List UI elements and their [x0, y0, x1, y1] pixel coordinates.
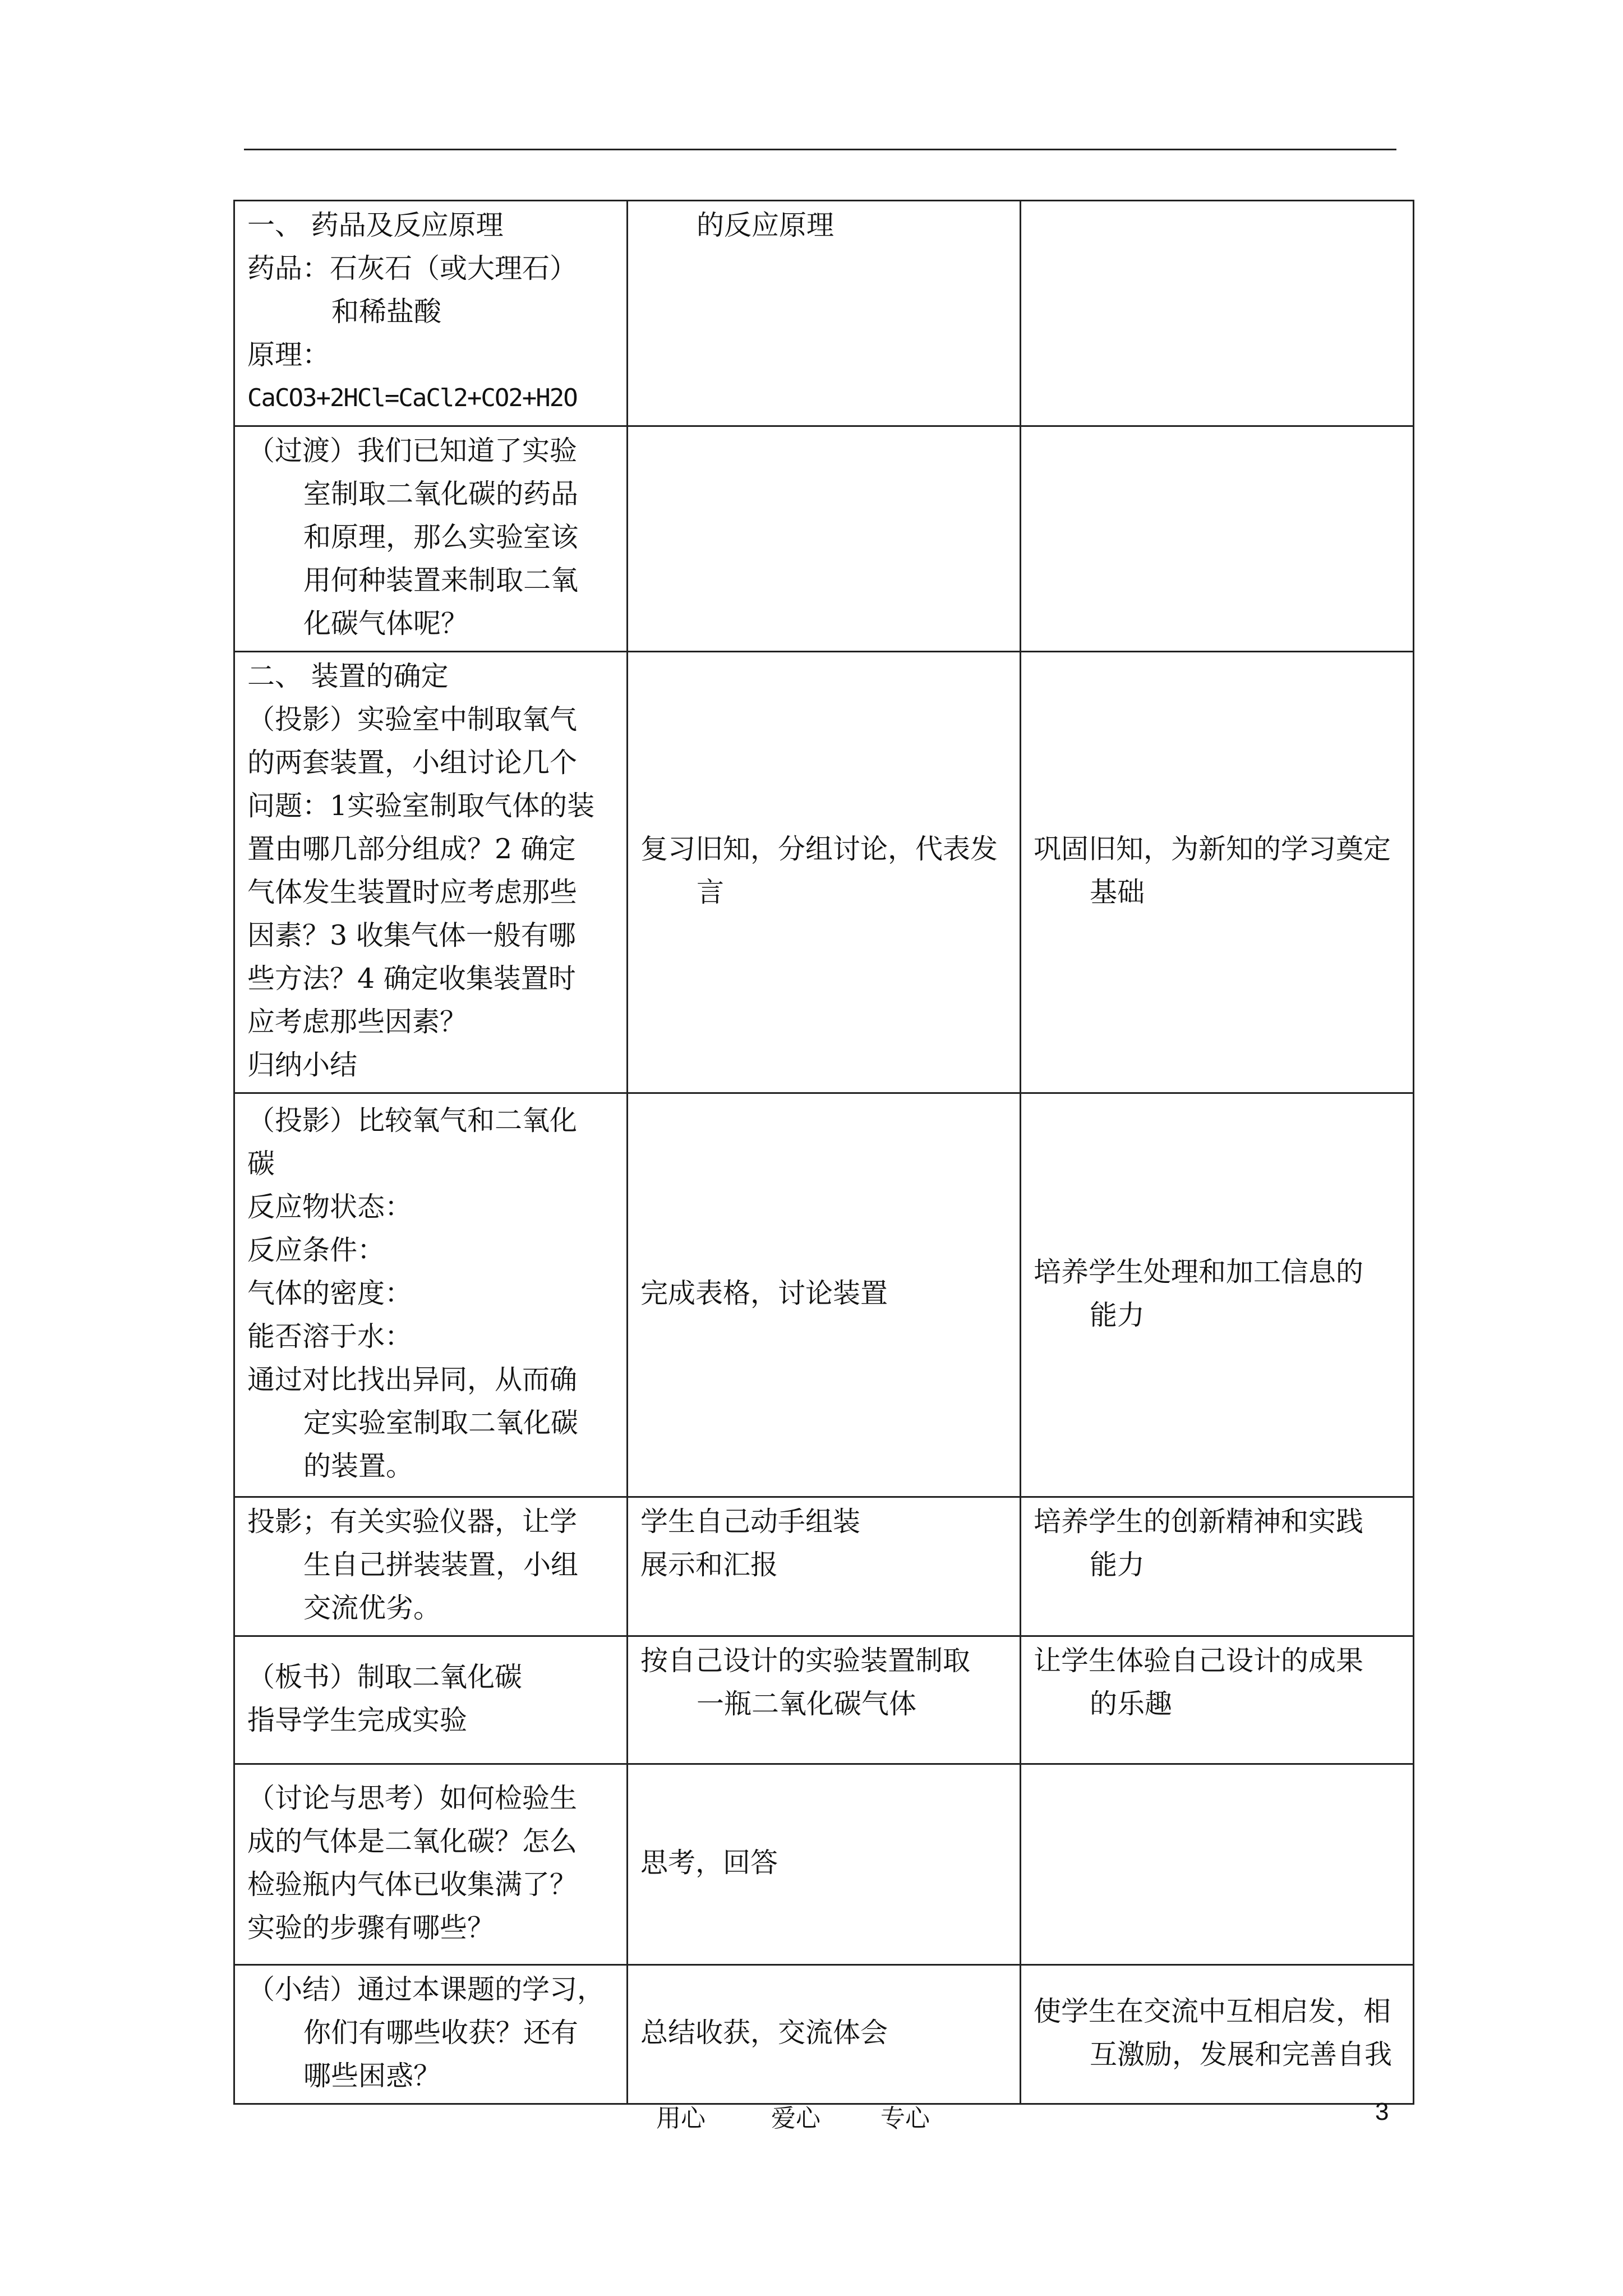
cell-line: 和稀盐酸 — [331, 296, 442, 328]
cell-line: 反应物状态： — [247, 1191, 413, 1223]
cell-line: 化碳气体呢？ — [303, 608, 469, 639]
cell-line: 按自己设计的实验装置制取 — [640, 1645, 971, 1677]
cell-line: 反应条件： — [247, 1234, 385, 1266]
cell-line: 二、 装置的确定 — [247, 660, 449, 692]
student-activity-cell — [628, 1497, 1021, 1636]
header-rule — [244, 149, 1396, 150]
cell-line: 能力 — [1090, 1549, 1145, 1581]
cell-line: 一、 药品及反应原理 — [247, 209, 504, 241]
cell-line: 检验瓶内气体已收集满了？ — [247, 1868, 578, 1901]
cell-line: 指导学生完成实验 — [247, 1704, 468, 1736]
student-activity-cell — [628, 1093, 1021, 1497]
cell-line: 使学生在交流中互相启发，相 — [1034, 1995, 1391, 2027]
cell-line: 药品：石灰石（或大理石） — [247, 252, 578, 284]
cell-line: 置由哪几部分组成？2 确定 — [247, 833, 576, 865]
teacher-activity-cell — [234, 426, 628, 652]
cell-line: （小结）通过本课题的学习， — [247, 1973, 605, 2005]
cell-line: 的两套装置，小组讨论几个 — [247, 747, 578, 779]
cell-line: （投影）比较氧气和二氧化 — [247, 1105, 578, 1137]
design-intent-cell — [1021, 1764, 1414, 1965]
design-intent-cell — [1021, 652, 1414, 1093]
cell-line: （讨论与思考）如何检验生 — [247, 1782, 578, 1814]
cell-line: 能否溶于水： — [247, 1320, 413, 1352]
student-activity-cell — [628, 1764, 1021, 1965]
student-activity-cell — [628, 1636, 1021, 1764]
teacher-activity-cell — [234, 201, 628, 426]
cell-line: 言 — [697, 876, 725, 908]
page-number: 3 — [1375, 2098, 1389, 2125]
cell-line: 和原理，那么实验室该 — [303, 521, 579, 553]
footer-motto-3: 专心 — [880, 2104, 930, 2133]
design-intent-cell — [1021, 201, 1414, 426]
cell-line: 成的气体是二氧化碳？怎么 — [247, 1825, 578, 1857]
table-row — [234, 201, 1414, 426]
cell-line: 哪些困惑？ — [303, 2060, 441, 2092]
table-row — [234, 426, 1414, 652]
table-row — [234, 1764, 1414, 1965]
cell-line: 完成表格，讨论装置 — [640, 1277, 888, 1309]
student-activity-cell — [628, 1965, 1021, 2104]
table-row — [234, 1093, 1414, 1497]
cell-line: 归纳小结 — [247, 1049, 358, 1081]
cell-line: 的装置。 — [303, 1450, 414, 1482]
table-row — [234, 652, 1414, 1093]
cell-line: 能力 — [1090, 1299, 1145, 1331]
teacher-activity-cell — [234, 1965, 628, 2104]
cell-line: 因素？3 收集气体一般有哪 — [247, 919, 576, 951]
cell-line: 气体发生装置时应考虑那些 — [247, 876, 578, 908]
cell-line: 一瓶二氧化碳气体 — [697, 1688, 917, 1720]
cell-line: 培养学生的创新精神和实践 — [1034, 1506, 1364, 1538]
cell-line: 问题：1实验室制取气体的装 — [247, 790, 595, 822]
cell-line: 巩固旧知，为新知的学习奠定 — [1034, 833, 1391, 865]
design-intent-cell — [1021, 1497, 1414, 1636]
footer-motto-1: 用心 — [656, 2104, 706, 2133]
footer-motto-2: 爱心 — [771, 2104, 820, 2133]
cell-line: 室制取二氧化碳的药品 — [303, 478, 579, 510]
cell-line: 总结收获，交流体会 — [640, 2017, 888, 2049]
cell-line: 你们有哪些收获？还有 — [303, 2017, 579, 2049]
cell-line: 碳 — [247, 1148, 275, 1180]
chemical-equation: CaCO3+2HCl=CaCl2+CO2+H2O — [247, 384, 577, 412]
cell-line: 用何种装置来制取二氧 — [303, 564, 579, 596]
cell-line: 的反应原理 — [697, 209, 834, 241]
cell-line: 思考，回答 — [640, 1847, 778, 1879]
student-activity-cell — [628, 201, 1021, 426]
cell-line: （投影）实验室中制取氧气 — [247, 703, 578, 735]
cell-line: 投影；有关实验仪器，让学 — [247, 1506, 578, 1538]
cell-line: 生自己拼装装置，小组 — [303, 1549, 579, 1581]
cell-line: （板书）制取二氧化碳 — [247, 1660, 523, 1693]
design-intent-cell — [1021, 1093, 1414, 1497]
cell-line: 的乐趣 — [1090, 1688, 1173, 1720]
cell-line: 些方法？4 确定收集装置时 — [247, 963, 576, 995]
cell-line: 展示和汇报 — [640, 1549, 778, 1581]
teacher-activity-cell — [234, 1636, 628, 1764]
cell-line: 交流优劣。 — [303, 1592, 441, 1624]
design-intent-cell — [1021, 426, 1414, 652]
student-activity-cell — [628, 652, 1021, 1093]
lesson-plan-table — [233, 200, 1414, 2105]
cell-line: 互激励，发展和完善自我 — [1090, 2038, 1393, 2070]
teacher-activity-cell — [234, 1497, 628, 1636]
student-activity-cell — [628, 426, 1021, 652]
design-intent-cell — [1021, 1965, 1414, 2104]
cell-line: 学生自己动手组装 — [640, 1506, 861, 1538]
teacher-activity-cell — [234, 1764, 628, 1965]
table-row — [234, 1965, 1414, 2104]
cell-line: 原理： — [247, 339, 330, 371]
cell-line: 应考虑那些因素？ — [247, 1006, 468, 1038]
cell-line: （过渡）我们已知道了实验 — [247, 435, 578, 467]
cell-line: 气体的密度： — [247, 1277, 413, 1309]
teacher-activity-cell — [234, 652, 628, 1093]
cell-line: 让学生体验自己设计的成果 — [1034, 1645, 1364, 1677]
cell-line: 培养学生处理和加工信息的 — [1034, 1255, 1364, 1288]
cell-line: 基础 — [1090, 876, 1145, 908]
teacher-activity-cell — [234, 1093, 628, 1497]
design-intent-cell — [1021, 1636, 1414, 1764]
table-row — [234, 1636, 1414, 1764]
cell-line: 复习旧知，分组讨论，代表发 — [640, 833, 998, 865]
cell-line: 实验的步骤有哪些？ — [247, 1911, 495, 1944]
table-row — [234, 1497, 1414, 1636]
cell-line: 通过对比找出异同，从而确 — [247, 1364, 578, 1396]
cell-line: 定实验室制取二氧化碳 — [303, 1407, 579, 1439]
